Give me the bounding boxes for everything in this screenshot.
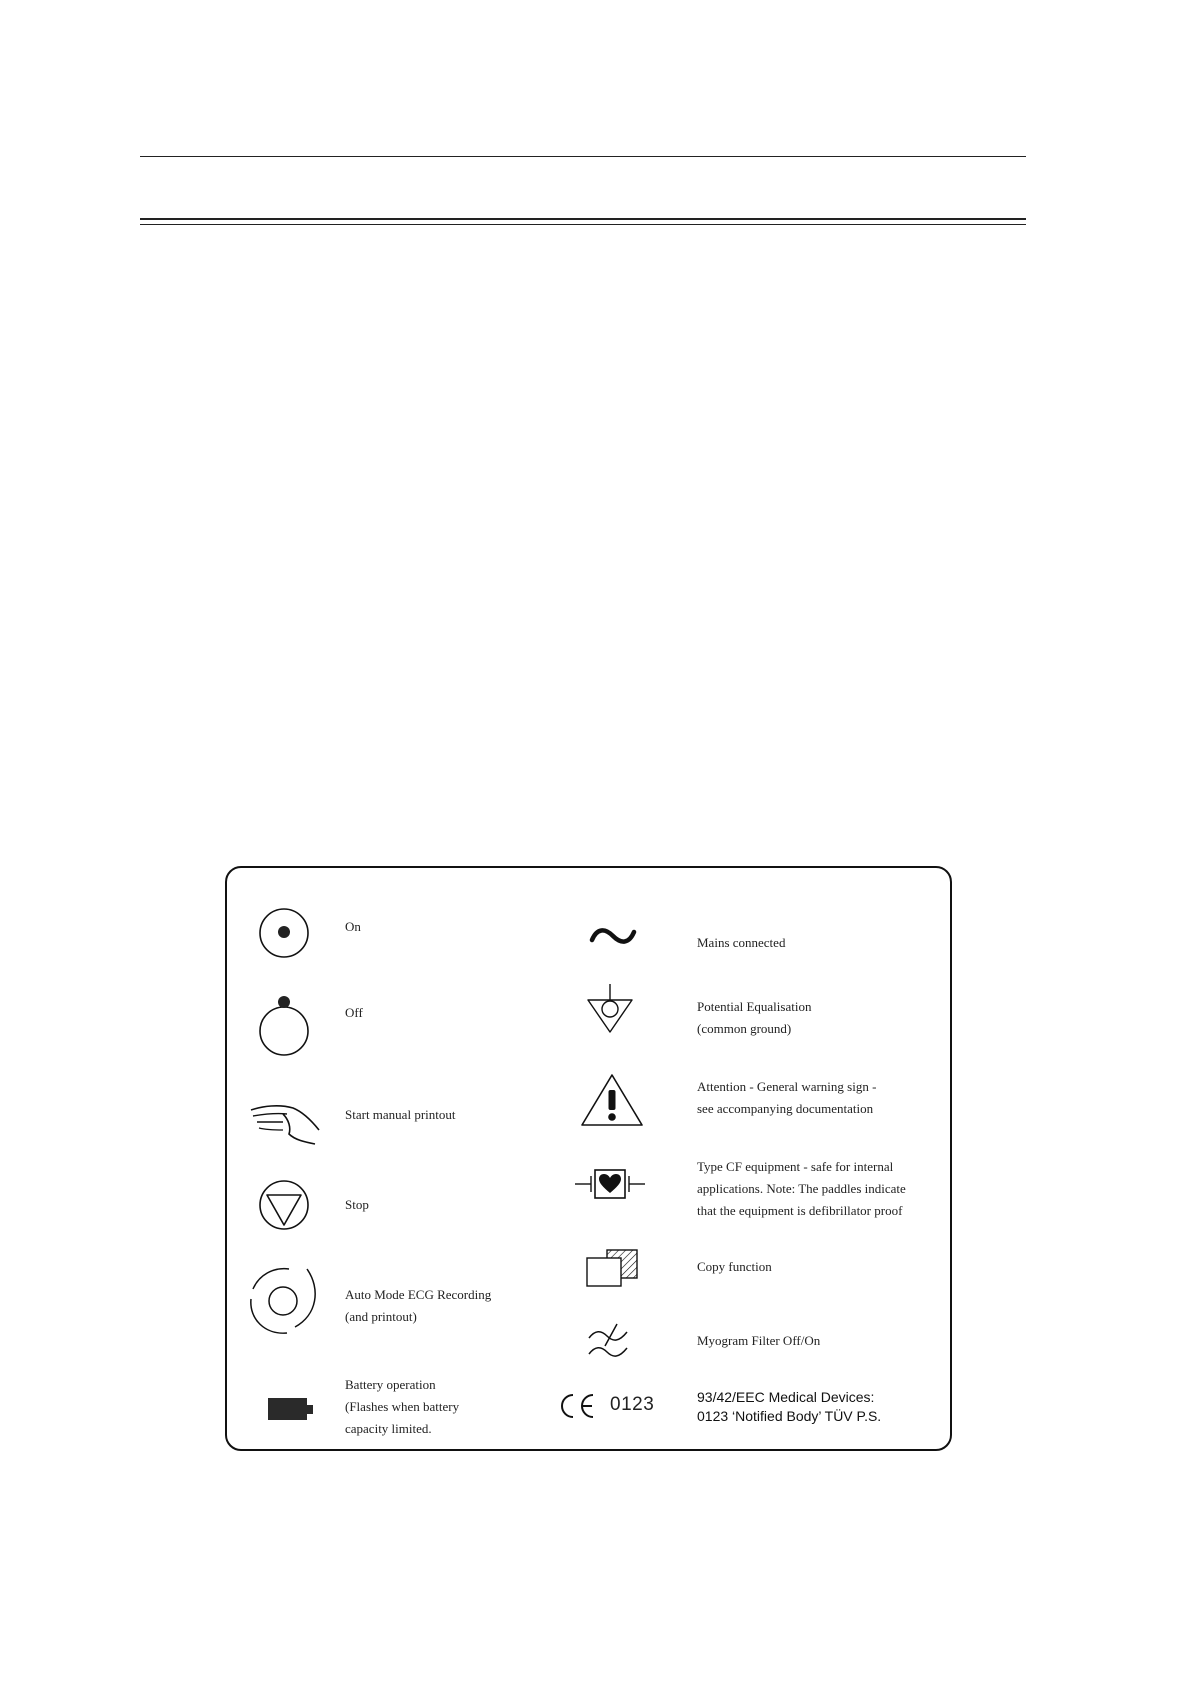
mains-tilde-icon: [589, 924, 637, 948]
header-rule-double-a: [140, 218, 1026, 220]
myogram-filter-icon: [585, 1320, 631, 1360]
ce-mark-icon: [557, 1392, 597, 1420]
off-icon: [257, 990, 311, 1060]
stop-icon: [257, 1178, 311, 1232]
copy-function-label: Copy function: [697, 1259, 772, 1274]
auto-mode-ecg-label: Auto Mode ECG Recording (and printout): [345, 1287, 492, 1324]
battery-label: Battery operation (Flashes when battery capacity limited.: [345, 1377, 460, 1436]
stop-label: Stop: [345, 1197, 369, 1212]
on-label: On: [345, 919, 361, 934]
auto-mode-ecg-icon: [247, 1263, 321, 1337]
header-rule-double-b: [140, 224, 1026, 225]
off-label: Off: [345, 1005, 363, 1020]
copy-function-icon: [585, 1248, 639, 1288]
on-icon: [257, 906, 311, 960]
warning-triangle-icon: [579, 1072, 645, 1128]
header-rule-top: [140, 156, 1026, 157]
potential-equalisation-label: Potential Equalisation (common ground): [697, 999, 812, 1036]
mains-label: Mains connected: [697, 935, 786, 950]
myogram-filter-label: Myogram Filter Off/On: [697, 1333, 821, 1348]
warning-label: Attention - General warning sign - see accompanying documentation: [697, 1079, 877, 1116]
symbols-legend-panel: [225, 866, 952, 1451]
manual-printout-hand-icon: [249, 1100, 321, 1146]
type-cf-heart-icon: [573, 1166, 647, 1202]
manual-printout-label: Start manual printout: [345, 1107, 456, 1122]
potential-equalisation-icon: [583, 982, 637, 1036]
battery-icon: [267, 1396, 315, 1422]
eec-directive-text: 93/42/EEC Medical Devices: 0123 ‘Notified Body’ TÜV P.S.: [697, 1389, 882, 1424]
ce-notified-number: 0123: [610, 1394, 655, 1415]
type-cf-label: Type CF equipment - safe for internal applications. Note: The paddles indicate that the equipment is defibrillator proof: [697, 1159, 906, 1218]
